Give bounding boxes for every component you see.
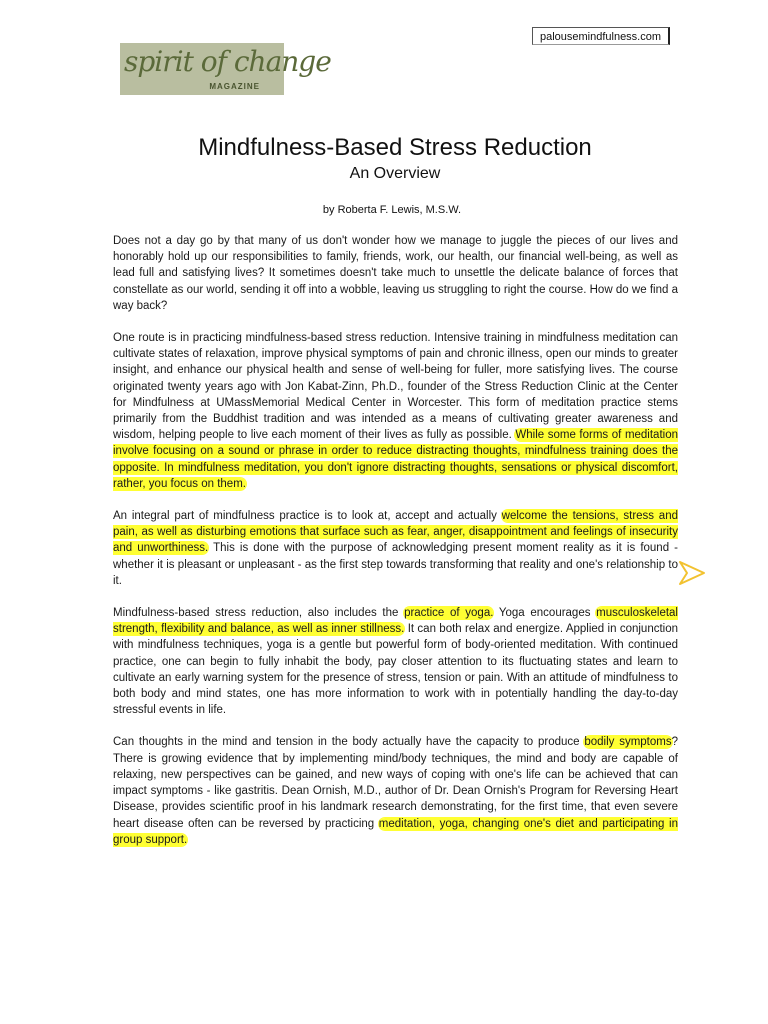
source-url[interactable]: palousemindfulness.com — [532, 27, 670, 45]
author-byline: by Roberta F. Lewis, M.S.W. — [322, 204, 462, 216]
article-paragraph — [113, 233, 678, 314]
paragraph-text: Yoga encourages — [493, 607, 597, 620]
logo-subtext: MAGAZINE — [209, 82, 260, 91]
article-paragraph — [113, 508, 678, 589]
article-paragraph — [113, 734, 678, 847]
paragraph-text: This is done with the purpose of acknowledging present moment reality as it is found - whether it is pleasant or unpleasant - as the first step towards transforming that reality and one's relationship to it. — [113, 542, 679, 587]
article-paragraph — [113, 605, 678, 718]
page-title: Mindfulness-Based Stress Reduction — [198, 134, 592, 161]
highlighted-text: bodily symptoms — [584, 736, 672, 749]
article-body — [113, 233, 678, 864]
highlighted-text: While some forms of meditation involve focusing on a sound or phrase in order to reduce distracting thoughts, mindfulness training does the opposite. In mindfulness meditation, you don't ignore distracting thoughts, sensations or physical discomfort, rather, you focus on them. — [113, 429, 678, 490]
paragraph-text: ? There is growing evidence that by implementing mind/body techniques, the mind and body are capable of relaxing, new perspectives can be gained, and new ways of coping with one's life can be achieved that can impact symptoms - like gastritis. Dean Ornish, M.D., author of Dr. Dean Ornish's Program for Reversing Heart Disease, provides scientific proof in his landmark research demonstrating, for the first time, that even severe heart disease often can be reversed by practicing — [113, 736, 678, 830]
logo-text: spirit of change — [124, 45, 331, 78]
arrow-pointer-icon — [678, 560, 706, 586]
paragraph-text: One route is in practicing mindfulness-based stress reduction. Intensive training in mindfulness meditation can cultivate states of relaxation, improve physical symptoms of pain and chronic illness, open our minds to greater insight, and enhance our physical health and sense of well-being for fuller, more satisfying lives. The course originated twenty years ago with Jon Kabat-Zinn, Ph.D., founder of the Stress Reduction Clinic at the Center for Mindfulness at UMassMemorial Medical Center in Worcester. This form of meditation practice stems primarily from the Buddhist tradition and was intended as a means of cultivating greater awareness and wisdom, helping people to live each moment of their lives as fully as possible. — [113, 332, 678, 442]
highlighted-text: practice of yoga. — [404, 607, 494, 620]
highlighted-text: meditation, yoga, changing one's diet and participating in group support. — [113, 817, 678, 846]
paragraph-text: Does not a day go by that many of us don't wonder how we manage to juggle the pieces of our lives and honorably hold up our responsibilities to family, friends, work, our health, our financial well-being, as well as lead full and satisfying lives? It sometimes doesn't take much to unsettle the delicate balance of forces that constellate as our world, sending it off into a wobble, leaving us struggling to right the course. How do we find a way back? — [113, 235, 678, 312]
paragraph-text: Mindfulness-based stress reduction, also includes the — [113, 607, 405, 620]
paragraph-text: It can both relax and energize. Applied in conjunction with mindfulness techniques, yoga is a gentle but powerful form of body-oriented meditation. With continued practice, one can begin to fully inhabit the body, pay closer attention to its fluctuating states and learn to cultivate an early warning system for the presence of stress, tension or pain. With an attitude of mindfulness to both body and mind states, one has more information to work with in potentially handling the day-to-day stressful events in life. — [113, 623, 678, 717]
paragraph-text: An integral part of mindfulness practice is to look at, accept and actually — [113, 510, 502, 523]
spirit-of-change-logo — [120, 43, 331, 95]
highlighted-text: musculoskeletal strength, flexibility and balance, as well as inner stillness. — [113, 607, 678, 636]
article-paragraph — [113, 330, 678, 492]
highlighted-text: welcome the tensions, stress and pain, as well as disturbing emotions that surface such as fear, anger, disappointment and feelings of insecurity and unworthiness. — [113, 510, 678, 555]
page-subtitle: An Overview — [349, 165, 441, 182]
paragraph-text: Can thoughts in the mind and tension in the body actually have the capacity to produce — [113, 736, 585, 749]
